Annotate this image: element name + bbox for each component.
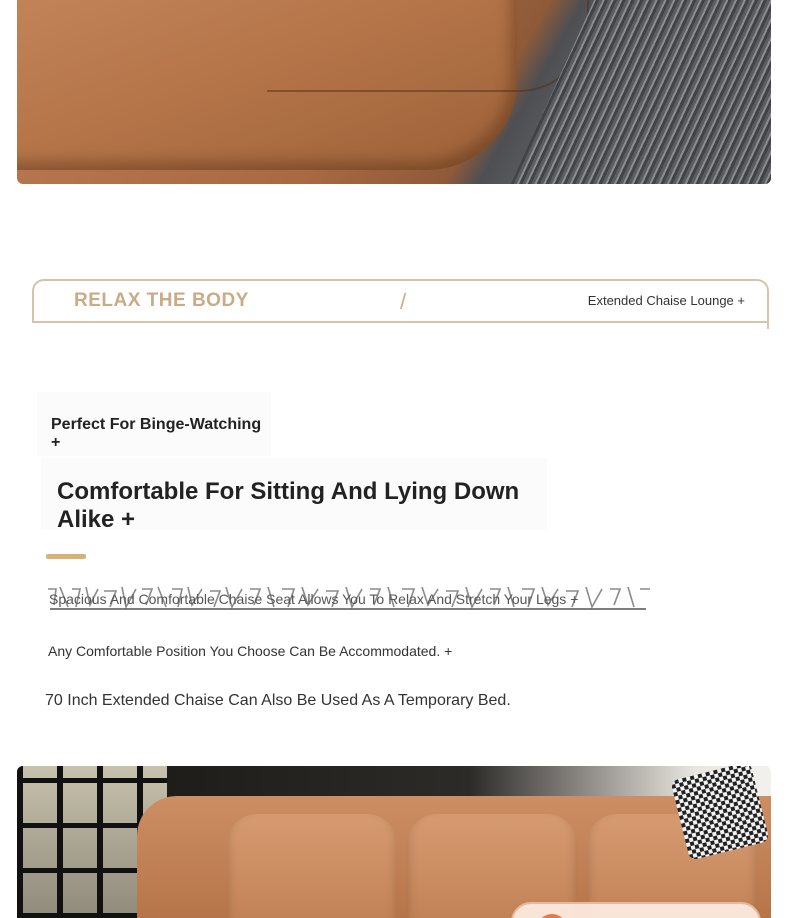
feature-tag-small [37,392,271,456]
banner-subtitle: Extended Chaise Lounge + [587,293,745,308]
banner-title: RELAX THE BODY [74,290,249,311]
section-banner [32,279,769,321]
cushion-seam [267,0,589,92]
brand-badge [511,902,761,918]
banner-divider: / [400,289,407,314]
sofa-cushion-1 [227,814,397,918]
feature-tag-large [41,458,547,533]
feature-line-3: 70 Inch Extended Chaise Can Also Be Used As A Temporary Bed. [45,692,511,709]
accent-bar [46,554,86,559]
feature-line-1: Spacious And Comfortable Chaise Seat Allows You To Relax And Stretch Your Legs + [49,591,579,607]
feature-line-2: Any Comfortable Position You Choose Can Be Accommodated. + [48,643,453,659]
feature-tag-small-label: Perfect For Binge-Watching + [51,416,262,451]
banner-tail [767,307,769,329]
feature-tag-large-label: Comfortable For Sitting And Lying Down Alike + [57,478,520,533]
sofa-detail-photo [17,0,771,184]
brand-logo-icon [537,914,567,918]
sofa-room-photo [17,766,771,918]
